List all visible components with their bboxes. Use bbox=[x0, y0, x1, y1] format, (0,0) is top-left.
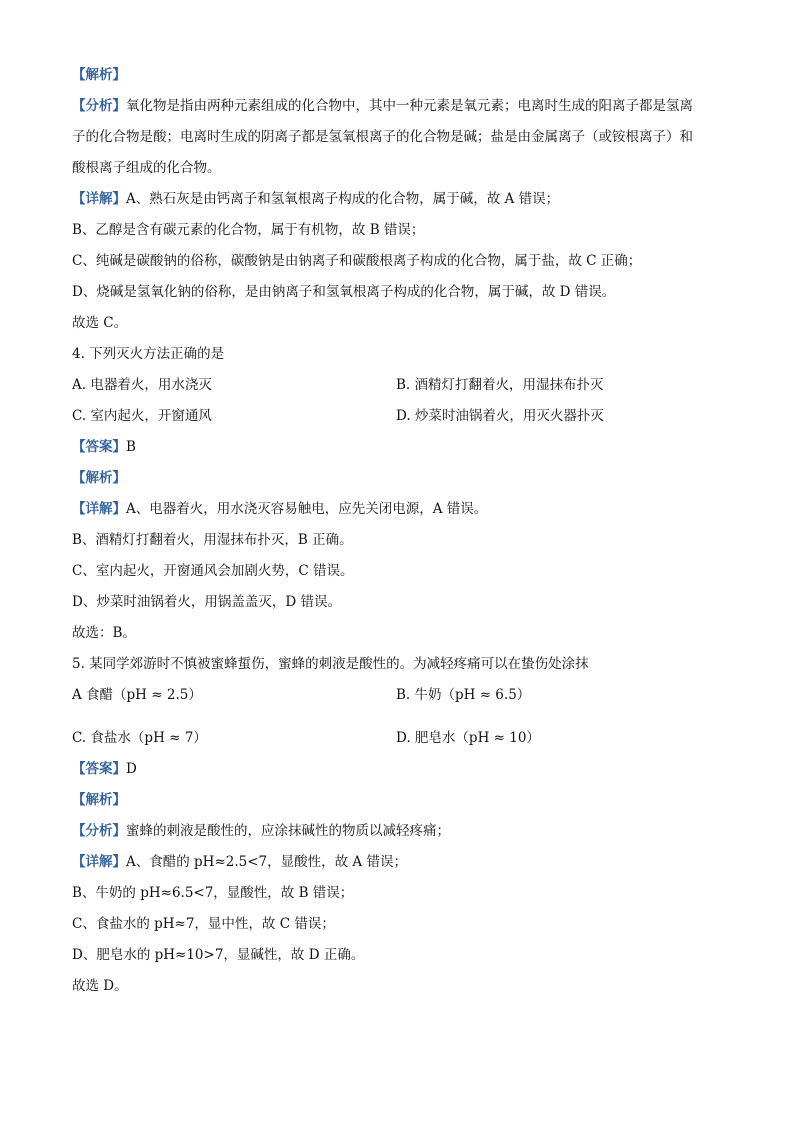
jiexi-tag: 【解析】 bbox=[72, 67, 126, 83]
q4-jiexi-heading bbox=[72, 463, 732, 494]
q5-stem: 5. 某同学郊游时不慎被蜜蜂蜇伤，蜜蜂的刺液是酸性的。为减轻疼痛可以在蛰伤处涂抹 bbox=[72, 656, 589, 672]
q3-analysis-line-2: 子的化合物是酸；电离时生成的阴离子都是氢氧根离子的化合物是碱；盐是由金属离子（或铵根离子）和 bbox=[72, 129, 693, 145]
fenxi-tag: 【分析】 bbox=[72, 98, 126, 114]
q4-option-d: D. 炒菜时油锅着火，用灭火器扑灭 bbox=[396, 408, 604, 424]
q3-detail-c: C、纯碱是碳酸钠的俗称，碳酸钠是由钠离子和碳酸根离子构成的化合物，属于盐，故 C 正确； bbox=[72, 253, 642, 269]
q5-jiexi-heading bbox=[72, 785, 732, 816]
q5-option-a-text: A 食醋（pH ≈ 2.5） bbox=[72, 687, 202, 703]
q3-conclusion: 故选 C。 bbox=[72, 315, 128, 331]
q4-options bbox=[72, 370, 732, 432]
q5-options bbox=[72, 680, 732, 754]
q5-detail-c: C、食盐水的 pH≈7，显中性，故 C 错误； bbox=[72, 916, 335, 932]
document-page bbox=[72, 60, 732, 1002]
daan-tag: 【答案】 bbox=[72, 439, 126, 455]
q3-analysis-text-1: 氧化物是指由两种元素组成的化合物中，其中一种元素是氧元素；电离时生成的阳离子都是氢离 bbox=[126, 98, 693, 114]
q5-option-d: D. 肥皂水（pH ≈ 10） bbox=[396, 730, 540, 746]
q4-detail-a bbox=[72, 494, 732, 525]
jiexi-tag: 【解析】 bbox=[72, 470, 126, 486]
q4-stem: 4. 下列灭火方法正确的是 bbox=[72, 346, 225, 362]
q4-detail-b: B、酒精灯打翻着火，用湿抹布扑灭，B 正确。 bbox=[72, 532, 353, 548]
xiangjie-tag: 【详解】 bbox=[72, 191, 126, 207]
daan-tag: 【答案】 bbox=[72, 761, 126, 777]
q5-conclusion: 故选 D。 bbox=[72, 978, 128, 994]
q3-analysis bbox=[72, 91, 732, 184]
q4-detail-d: D、炒菜时油锅着火，用锅盖盖灭，D 错误。 bbox=[72, 594, 341, 610]
q3-detail-d: D、烧碱是氢氧化钠的俗称，是由钠离子和氢氧根离子构成的化合物，属于碱，故 D 错误。 bbox=[72, 284, 616, 300]
q3-detail-a-text: A、熟石灰是由钙离子和氢氧根离子构成的化合物，属于碱，故 A 错误； bbox=[126, 191, 560, 207]
q5-detail-d: D、肥皂水的 pH≈10>7，显碱性，故 D 正确。 bbox=[72, 947, 365, 963]
q4-option-a: A. 电器着火，用水浇灭 bbox=[72, 377, 212, 393]
q5-answer-value: D bbox=[126, 761, 137, 777]
q4-detail-a-text: A、电器着火，用水浇灭容易触电，应先关闭电源，A 错误。 bbox=[126, 501, 488, 517]
q3-analysis-line-1 bbox=[72, 91, 732, 122]
q5-detail-a bbox=[72, 847, 732, 878]
q4-detail-c: C、室内起火，开窗通风会加剧火势，C 错误。 bbox=[72, 563, 354, 579]
q3-jiexi-heading bbox=[72, 60, 732, 91]
fenxi-tag: 【分析】 bbox=[72, 823, 126, 839]
q3-analysis-line-3: 酸根离子组成的化合物。 bbox=[72, 160, 221, 176]
q5-detail-a-text: A、食醋的 pH≈2.5<7，显酸性，故 A 错误； bbox=[126, 854, 407, 870]
q4-answer bbox=[72, 432, 732, 463]
xiangjie-tag: 【详解】 bbox=[72, 501, 126, 517]
q4-conclusion: 故选：B。 bbox=[72, 625, 136, 641]
q3-detail-a bbox=[72, 184, 732, 215]
q5-analysis-text: 蜜蜂的刺液是酸性的，应涂抹碱性的物质以减轻疼痛； bbox=[126, 823, 450, 839]
jiexi-tag: 【解析】 bbox=[72, 792, 126, 808]
q5-answer bbox=[72, 754, 732, 785]
q5-option-c: C. 食盐水（pH ≈ 7） bbox=[72, 730, 207, 746]
q5-option-a bbox=[72, 680, 396, 711]
xiangjie-tag: 【详解】 bbox=[72, 854, 126, 870]
q4-option-b: B. 酒精灯打翻着火，用湿抹布扑灭 bbox=[396, 377, 604, 393]
q5-option-b: B. 牛奶（pH ≈ 6.5） bbox=[396, 687, 531, 703]
q4-option-c: C. 室内起火，开窗通风 bbox=[72, 408, 212, 424]
q5-analysis bbox=[72, 816, 732, 847]
q3-detail-b: B、乙醇是含有碳元素的化合物，属于有机物，故 B 错误； bbox=[72, 222, 425, 238]
q5-detail-b: B、牛奶的 pH≈6.5<7，显酸性，故 B 错误； bbox=[72, 885, 354, 901]
q4-answer-value: B bbox=[126, 439, 136, 455]
